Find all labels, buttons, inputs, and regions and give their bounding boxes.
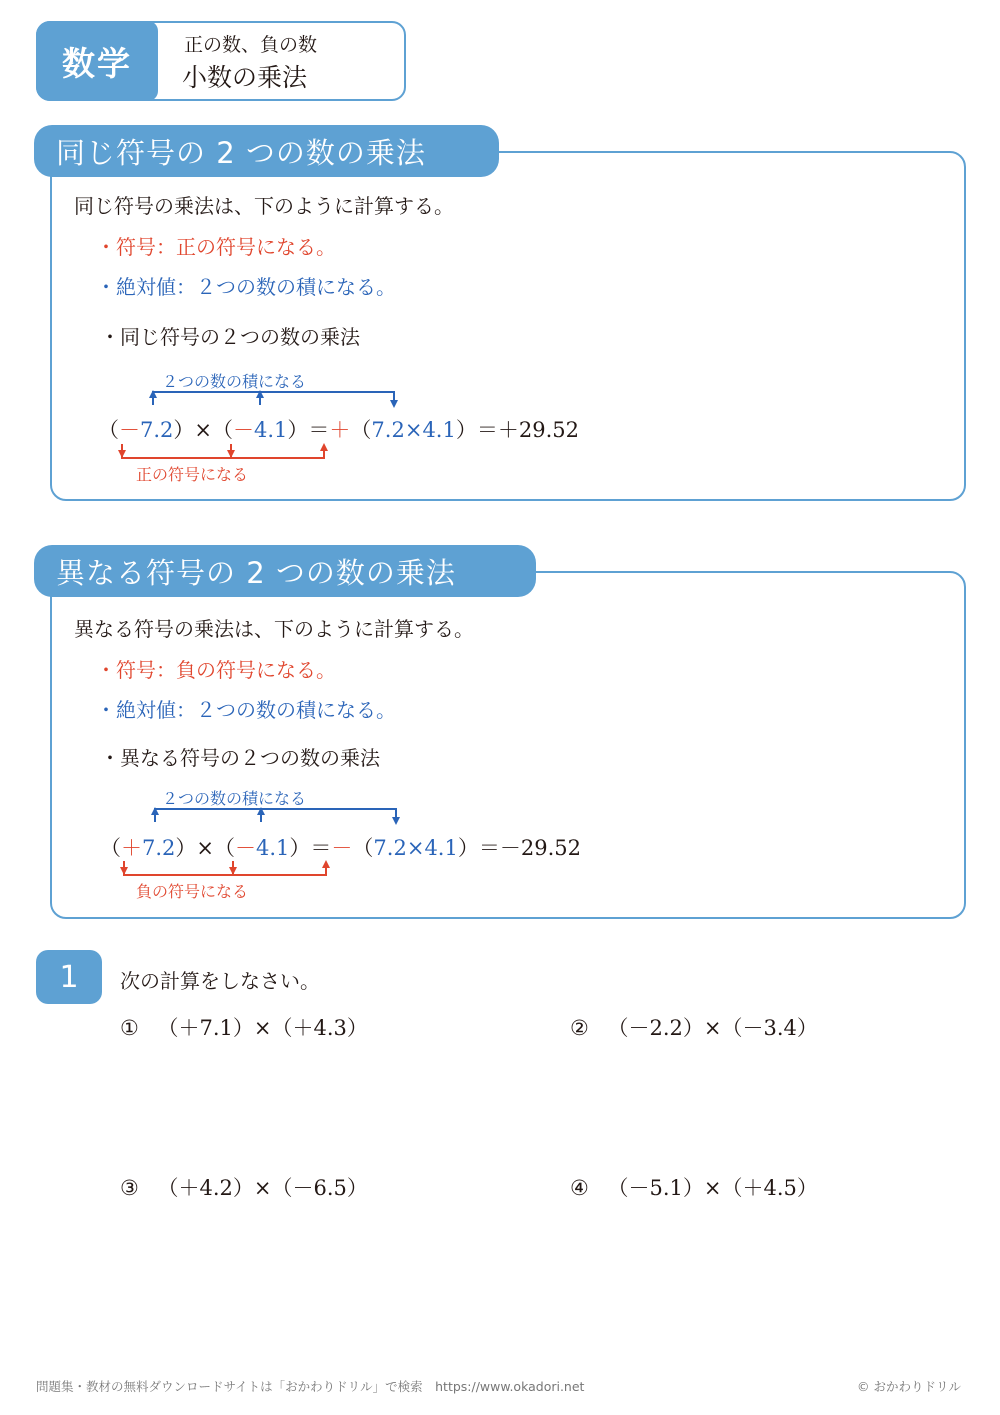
operator: ）＝ xyxy=(455,418,498,442)
section-same-sign-intro: 同じ符号の乗法は、下のように計算する。 xyxy=(74,194,454,218)
exercise-instruction: 次の計算をしなさい。 xyxy=(120,969,320,993)
unit-title: 正の数、負の数 xyxy=(184,34,318,56)
problem-label: ② xyxy=(570,1016,589,1040)
paren: （ xyxy=(100,836,121,860)
arrow-up-icon xyxy=(151,807,159,815)
sign: － xyxy=(331,836,353,860)
arrow-up-icon xyxy=(320,443,328,451)
equation-same-sign xyxy=(98,414,579,444)
operator: × xyxy=(406,836,425,860)
section-diff-sign-intro: 異なる符号の乗法は、下のように計算する。 xyxy=(74,617,474,641)
problem-1 xyxy=(120,1012,368,1042)
arrow-up-icon xyxy=(149,390,157,398)
problem-label: ④ xyxy=(570,1176,589,1200)
annotation-sign: 負の符号になる xyxy=(136,882,249,901)
bracket-top xyxy=(152,391,395,393)
problem-expr: （－2.2）×（－3.4） xyxy=(607,1016,818,1040)
section-same-sign-example-heading: ・同じ符号の２つの数の乗法 xyxy=(100,325,360,349)
section-diff-sign-example-heading: ・異なる符号の２つの数の乗法 xyxy=(100,746,380,770)
sign: － xyxy=(119,418,140,442)
paren: （ xyxy=(98,418,119,442)
problem-label: ③ xyxy=(120,1176,139,1200)
arrow-up-icon xyxy=(257,807,265,815)
topic-title: 小数の乗法 xyxy=(182,63,308,92)
number: 4.1 xyxy=(424,836,458,860)
operator: ）＝ xyxy=(289,836,332,860)
problem-2 xyxy=(570,1012,818,1042)
sign: ＋ xyxy=(121,836,142,860)
number: 4.1 xyxy=(256,836,290,860)
problem-expr: （＋4.2）×（－6.5） xyxy=(157,1176,368,1200)
section-diff-sign-rule-sign: ・符号：負の符号になる。 xyxy=(96,658,336,682)
problem-3 xyxy=(120,1172,368,1202)
section-same-sign-title: 同じ符号の 2 つの数の乗法 xyxy=(34,125,499,177)
annotation-sign: 正の符号になる xyxy=(136,465,249,484)
arrow-up-icon xyxy=(256,390,264,398)
arrow-down-icon xyxy=(390,400,398,408)
subject-label: 数学 xyxy=(36,21,158,101)
section-same-sign-rule-abs: ・絶対値：２つの数の積になる。 xyxy=(96,275,396,299)
arrow-down-icon xyxy=(392,817,400,825)
arrow-down-icon xyxy=(120,867,128,875)
arrow-up-icon xyxy=(322,860,330,868)
bracket-top xyxy=(154,808,397,810)
arrow-down-icon xyxy=(118,450,126,458)
sign: － xyxy=(233,418,255,442)
section-diff-sign-rule-abs: ・絶対値：２つの数の積になる。 xyxy=(96,698,396,722)
operator: ）＝ xyxy=(457,836,500,860)
section-same-sign-rule-sign: ・符号：正の符号になる。 xyxy=(96,235,336,259)
operator: ）×（ xyxy=(175,836,236,860)
bracket-bottom xyxy=(121,457,325,459)
problem-expr: （－5.1）×（＋4.5） xyxy=(607,1176,818,1200)
paren: （ xyxy=(352,836,374,860)
arrow-down-icon xyxy=(229,867,237,875)
footer-text: 問題集・教材の無料ダウンロードサイトは「おかわりドリル」で検索 https://www.okadori.net xyxy=(36,1379,585,1394)
number: 4.1 xyxy=(254,418,288,442)
footer-copyright: © おかわりドリル xyxy=(857,1379,961,1394)
number: 4.1 xyxy=(422,418,456,442)
number: 7.2 xyxy=(140,418,174,442)
number: 7.2 xyxy=(371,418,405,442)
section-diff-sign-title: 異なる符号の 2 つの数の乗法 xyxy=(34,545,536,597)
sign: ＋ xyxy=(329,418,351,442)
arrow-down-icon xyxy=(227,450,235,458)
annotation-product: ２つの数の積になる xyxy=(162,372,307,391)
result: －29.52 xyxy=(499,836,581,860)
annotation-product: ２つの数の積になる xyxy=(162,789,307,808)
paren: （ xyxy=(350,418,372,442)
sign: － xyxy=(235,836,257,860)
problem-4 xyxy=(570,1172,818,1202)
operator: ）＝ xyxy=(287,418,330,442)
result: ＋29.52 xyxy=(497,418,579,442)
operator: ）×（ xyxy=(173,418,234,442)
operator: × xyxy=(404,418,423,442)
problem-expr: （＋7.1）×（＋4.3） xyxy=(157,1016,368,1040)
bracket-bottom xyxy=(123,874,327,876)
problem-label: ① xyxy=(120,1016,139,1040)
number: 7.2 xyxy=(373,836,407,860)
equation-diff-sign xyxy=(100,832,581,862)
question-number-badge: 1 xyxy=(36,950,102,1004)
number: 7.2 xyxy=(142,836,176,860)
